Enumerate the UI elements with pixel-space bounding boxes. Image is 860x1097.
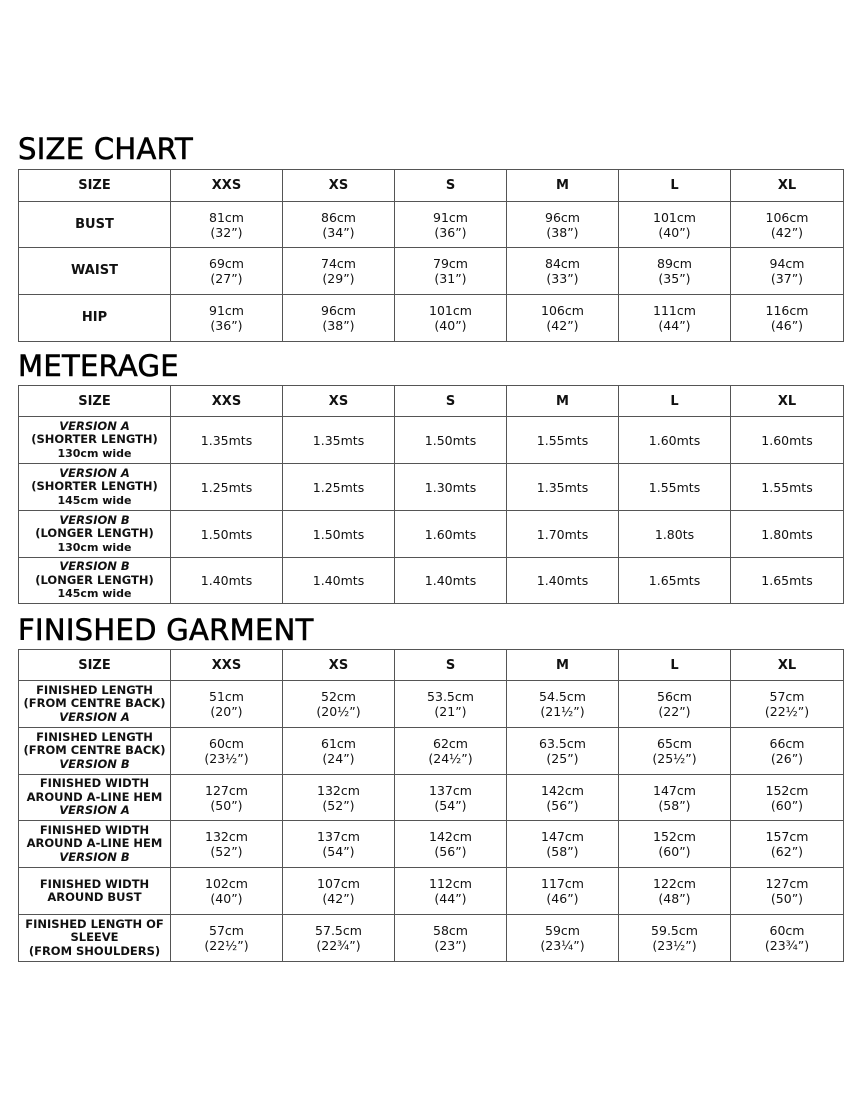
- cell: [395, 868, 507, 915]
- cell: [507, 248, 619, 295]
- cm-value: 117cm: [541, 876, 584, 891]
- cm-value: 69cm: [209, 256, 244, 271]
- cm-value: 91cm: [209, 303, 244, 318]
- cm-value: 152cm: [653, 829, 696, 844]
- cell: 1.65mts: [731, 558, 844, 604]
- cm-value: 86cm: [321, 209, 356, 225]
- cm-value: 74cm: [321, 256, 356, 271]
- size-chart-title: SIZE CHART: [18, 132, 194, 166]
- size-chart-header-row: [19, 170, 844, 202]
- row-label: HIP: [19, 295, 171, 342]
- cm-value: 54.5cm: [539, 689, 586, 704]
- cm-value: 63.5cm: [539, 736, 586, 751]
- cm-value: 142cm: [429, 829, 472, 844]
- cell: [731, 775, 844, 821]
- inch-value: (22½”): [764, 704, 810, 719]
- cm-value: 81cm: [209, 209, 244, 225]
- label-line: (FROM CENTRE BACK): [23, 696, 166, 711]
- header-xxs: XXS: [171, 386, 283, 417]
- cell: [731, 868, 844, 915]
- inch-value: (54”): [434, 797, 467, 813]
- cm-value: 66cm: [769, 736, 805, 751]
- label-line: FINISHED LENGTH OF: [25, 916, 164, 931]
- table-row: [19, 868, 844, 915]
- inch-value: (50”): [210, 797, 243, 813]
- header-l: L: [619, 386, 731, 417]
- cell: [507, 202, 619, 248]
- finished-garment-title: FINISHED GARMENT: [18, 613, 314, 647]
- inch-value: (21”): [434, 704, 467, 719]
- label-line: (FROM CENTRE BACK): [23, 743, 166, 758]
- header-xs: XS: [283, 170, 395, 202]
- cell: [507, 775, 619, 821]
- cell: 1.65mts: [619, 558, 731, 604]
- cell: 1.35mts: [283, 417, 395, 464]
- inch-value: (46”): [546, 891, 579, 906]
- cell: [619, 775, 731, 821]
- cm-value: 132cm: [205, 829, 248, 844]
- cm-value: 107cm: [317, 876, 360, 891]
- cell: 1.55mts: [619, 464, 731, 511]
- cell: [619, 915, 731, 962]
- cell: 1.60mts: [395, 511, 507, 558]
- inch-value: (22½”): [204, 938, 249, 953]
- cell: 1.40mts: [171, 558, 283, 604]
- cm-value: 147cm: [541, 829, 584, 844]
- inch-value: (58”): [658, 797, 691, 813]
- inch-value: (34”): [322, 224, 355, 240]
- cell: [507, 681, 619, 728]
- label-line: SLEEVE: [70, 930, 119, 945]
- cm-value: 106cm: [541, 303, 584, 318]
- cell: [507, 728, 619, 775]
- cell: [395, 728, 507, 775]
- cm-value: 57.5cm: [315, 923, 362, 938]
- cell: [395, 821, 507, 868]
- cell: [171, 775, 283, 821]
- inch-value: (56”): [546, 797, 579, 813]
- header-xs: XS: [283, 650, 395, 681]
- cell: [283, 728, 395, 775]
- cell: [171, 915, 283, 962]
- cell: [395, 202, 507, 248]
- inch-value: (20½”): [316, 704, 361, 719]
- cm-value: 79cm: [433, 256, 468, 271]
- inch-value: (62”): [770, 844, 804, 859]
- table-row: [19, 464, 844, 511]
- version-label: VERSION A: [59, 418, 130, 433]
- cell: [507, 868, 619, 915]
- cell: [731, 202, 844, 248]
- row-label: BUST: [19, 202, 171, 248]
- version-label: VERSION A: [59, 465, 130, 480]
- cm-value: 60cm: [769, 923, 805, 938]
- cell: [171, 248, 283, 295]
- row-label: [19, 511, 171, 558]
- table-row-hip: [19, 295, 844, 342]
- inch-value: (29”): [322, 271, 355, 286]
- inch-value: (40”): [210, 891, 243, 906]
- finished-garment-table: [18, 649, 844, 962]
- cell: [619, 248, 731, 295]
- cell: 1.50mts: [395, 417, 507, 464]
- cm-value: 96cm: [545, 209, 580, 225]
- cm-value: 58cm: [433, 923, 468, 938]
- cm-value: 91cm: [433, 209, 468, 225]
- inch-value: (23½”): [652, 938, 697, 953]
- header-s: S: [395, 170, 507, 202]
- cm-value: 51cm: [209, 689, 244, 704]
- cell: 1.35mts: [507, 464, 619, 511]
- cm-value: 127cm: [205, 782, 248, 798]
- cell: [395, 915, 507, 962]
- table-row: [19, 681, 844, 728]
- cm-value: 65cm: [657, 736, 692, 751]
- cell: [395, 775, 507, 821]
- header-l: L: [619, 650, 731, 681]
- header-xxs: XXS: [171, 650, 283, 681]
- header-size: SIZE: [19, 170, 171, 202]
- table-row: [19, 915, 844, 962]
- cell: [507, 295, 619, 342]
- header-xl: XL: [731, 170, 844, 202]
- cell: [171, 868, 283, 915]
- inch-value: (44”): [434, 891, 467, 906]
- cell: [731, 248, 844, 295]
- cm-value: 152cm: [765, 782, 809, 798]
- cm-value: 112cm: [429, 876, 472, 891]
- cm-value: 111cm: [653, 303, 696, 318]
- cell: 1.25mts: [171, 464, 283, 511]
- inch-value: (60”): [658, 844, 691, 859]
- cell: 1.40mts: [283, 558, 395, 604]
- cell: 1.50mts: [283, 511, 395, 558]
- inch-value: (24”): [322, 751, 355, 766]
- row-label: WAIST: [19, 248, 171, 295]
- length-label: (LONGER LENGTH): [35, 572, 154, 587]
- cell: 1.55mts: [731, 464, 844, 511]
- inch-value: (40”): [434, 318, 467, 333]
- inch-value: (42”): [322, 891, 355, 906]
- fabric-width-label: 130cm wide: [57, 540, 132, 554]
- length-label: (LONGER LENGTH): [35, 526, 154, 541]
- meterage-title: METERAGE: [18, 349, 179, 383]
- inch-value: (22¾”): [316, 938, 361, 953]
- table-row: [19, 511, 844, 558]
- inch-value: (56”): [434, 844, 467, 859]
- inch-value: (23¼”): [540, 938, 585, 953]
- cell: 1.60mts: [731, 417, 844, 464]
- header-xxs: XXS: [171, 170, 283, 202]
- inch-value: (40”): [658, 224, 691, 240]
- table-row: [19, 821, 844, 868]
- header-size: SIZE: [19, 386, 171, 417]
- table-row: [19, 558, 844, 604]
- inch-value: (37”): [770, 271, 804, 286]
- cm-value: 62cm: [433, 736, 468, 751]
- inch-value: (32”): [210, 224, 243, 240]
- inch-value: (35”): [658, 271, 691, 286]
- label-line: FINISHED WIDTH: [39, 776, 150, 791]
- inch-value: (42”): [770, 224, 804, 240]
- inch-value: (23½”): [204, 751, 249, 766]
- length-label: (SHORTER LENGTH): [31, 432, 158, 447]
- label-line: FINISHED WIDTH: [39, 822, 150, 837]
- cell: [731, 728, 844, 775]
- version-label: VERSION B: [59, 559, 130, 574]
- cell: [395, 295, 507, 342]
- inch-value: (36”): [434, 224, 467, 240]
- cm-value: 116cm: [765, 303, 809, 318]
- cm-value: 84cm: [545, 256, 580, 271]
- cell: 1.25mts: [283, 464, 395, 511]
- cm-value: 56cm: [657, 689, 692, 704]
- inch-value: (52”): [322, 797, 355, 813]
- label-line: (FROM SHOULDERS): [28, 943, 161, 958]
- cell: [283, 915, 395, 962]
- inch-value: (23¾”): [764, 938, 810, 953]
- row-label: [19, 821, 171, 868]
- cm-value: 59.5cm: [651, 923, 698, 938]
- cell: 1.60mts: [619, 417, 731, 464]
- row-label: [19, 417, 171, 464]
- cell: [283, 775, 395, 821]
- label-line: FINISHED LENGTH: [36, 682, 153, 697]
- cm-value: 157cm: [765, 829, 809, 844]
- header-l: L: [619, 170, 731, 202]
- cell: 1.35mts: [171, 417, 283, 464]
- cell: [283, 681, 395, 728]
- cm-value: 101cm: [429, 303, 472, 318]
- version-label: VERSION A: [59, 709, 130, 724]
- inch-value: (60”): [770, 797, 804, 813]
- inch-value: (52”): [210, 844, 243, 859]
- cm-value: 60cm: [209, 736, 244, 751]
- cell: [619, 681, 731, 728]
- inch-value: (25”): [546, 751, 579, 766]
- cell: [619, 202, 731, 248]
- inch-value: (58”): [546, 844, 579, 859]
- fabric-width-label: 145cm wide: [57, 587, 132, 601]
- inch-value: (44”): [658, 318, 691, 333]
- row-label: [19, 464, 171, 511]
- inch-value: (48”): [658, 891, 691, 906]
- header-s: S: [395, 386, 507, 417]
- cm-value: 57cm: [769, 689, 805, 704]
- inch-value: (38”): [546, 224, 579, 240]
- cm-value: 142cm: [541, 782, 584, 798]
- inch-value: (46”): [770, 318, 804, 333]
- cm-value: 132cm: [317, 782, 360, 798]
- length-label: (SHORTER LENGTH): [31, 479, 158, 494]
- cm-value: 102cm: [205, 876, 248, 891]
- inch-value: (33”): [546, 271, 579, 286]
- cell: [619, 295, 731, 342]
- label-line: AROUND A-LINE HEM: [26, 836, 163, 851]
- header-xs: XS: [283, 386, 395, 417]
- cm-value: 61cm: [321, 736, 356, 751]
- table-row: [19, 417, 844, 464]
- row-label: [19, 558, 171, 604]
- cell: [171, 821, 283, 868]
- cm-value: 57cm: [209, 923, 244, 938]
- cm-value: 137cm: [317, 829, 360, 844]
- inch-value: (22”): [658, 704, 691, 719]
- cell: [619, 821, 731, 868]
- cell: [731, 681, 844, 728]
- cell: [171, 202, 283, 248]
- header-s: S: [395, 650, 507, 681]
- cell: 1.40mts: [395, 558, 507, 604]
- label-line: FINISHED LENGTH: [36, 729, 153, 744]
- table-row: [19, 775, 844, 821]
- cm-value: 147cm: [653, 782, 696, 798]
- cell: 1.70mts: [507, 511, 619, 558]
- cell: [507, 915, 619, 962]
- header-xl: XL: [731, 386, 844, 417]
- header-xl: XL: [731, 650, 844, 681]
- cell: [171, 681, 283, 728]
- label-line: FINISHED WIDTH: [39, 876, 150, 891]
- cell: 1.30mts: [395, 464, 507, 511]
- inch-value: (54”): [322, 844, 355, 859]
- version-label: VERSION B: [59, 756, 130, 771]
- fabric-width-label: 130cm wide: [57, 446, 132, 460]
- cell: [283, 821, 395, 868]
- cell: [619, 868, 731, 915]
- cm-value: 94cm: [769, 256, 805, 271]
- table-row-waist: [19, 248, 844, 295]
- inch-value: (42”): [546, 318, 579, 333]
- cell: [731, 915, 844, 962]
- meterage-table: [18, 385, 844, 604]
- cell: [395, 248, 507, 295]
- cm-value: 52cm: [321, 689, 356, 704]
- cell: [507, 821, 619, 868]
- cm-value: 122cm: [653, 876, 696, 891]
- header-size: SIZE: [19, 650, 171, 681]
- inch-value: (26”): [770, 751, 804, 766]
- inch-value: (31”): [434, 271, 467, 286]
- inch-value: (27”): [210, 271, 243, 286]
- header-m: M: [507, 170, 619, 202]
- table-row: [19, 728, 844, 775]
- inch-value: (20”): [210, 704, 243, 719]
- version-label: VERSION B: [59, 512, 130, 527]
- cell: [731, 821, 844, 868]
- header-m: M: [507, 650, 619, 681]
- cm-value: 101cm: [653, 209, 696, 225]
- label-line: AROUND A-LINE HEM: [26, 789, 163, 804]
- cell: [171, 728, 283, 775]
- fabric-width-label: 145cm wide: [57, 493, 132, 507]
- cm-value: 96cm: [321, 303, 356, 318]
- row-label: [19, 868, 171, 915]
- row-label: [19, 915, 171, 962]
- cm-value: 127cm: [765, 876, 809, 891]
- cell: 1.55mts: [507, 417, 619, 464]
- cell: 1.40mts: [507, 558, 619, 604]
- cm-value: 59cm: [545, 923, 580, 938]
- inch-value: (38”): [322, 318, 355, 333]
- inch-value: (36”): [210, 318, 243, 333]
- cell: [619, 728, 731, 775]
- cm-value: 137cm: [429, 782, 472, 798]
- inch-value: (23”): [434, 938, 467, 953]
- cell: [283, 868, 395, 915]
- cell: [395, 681, 507, 728]
- size-chart-table: [18, 169, 844, 342]
- inch-value: (21½”): [540, 704, 585, 719]
- cm-value: 53.5cm: [427, 689, 474, 704]
- cell: [283, 295, 395, 342]
- row-label: [19, 728, 171, 775]
- finished-garment-header-row: [19, 650, 844, 681]
- inch-value: (50”): [770, 891, 804, 906]
- inch-value: (24½”): [428, 751, 473, 766]
- row-label: [19, 681, 171, 728]
- cell: [171, 295, 283, 342]
- label-line: AROUND BUST: [47, 890, 142, 904]
- row-label: [19, 775, 171, 821]
- meterage-header-row: [19, 386, 844, 417]
- cell: [731, 295, 844, 342]
- cell: 1.80mts: [731, 511, 844, 558]
- cell: [283, 202, 395, 248]
- version-label: VERSION B: [59, 849, 130, 864]
- cell: 1.80ts: [619, 511, 731, 558]
- cell: [283, 248, 395, 295]
- cm-value: 89cm: [657, 256, 692, 271]
- header-m: M: [507, 386, 619, 417]
- table-row-bust: [19, 202, 844, 248]
- cell: 1.50mts: [171, 511, 283, 558]
- cm-value: 106cm: [765, 209, 809, 225]
- inch-value: (25½”): [652, 751, 697, 766]
- version-label: VERSION A: [59, 803, 130, 818]
